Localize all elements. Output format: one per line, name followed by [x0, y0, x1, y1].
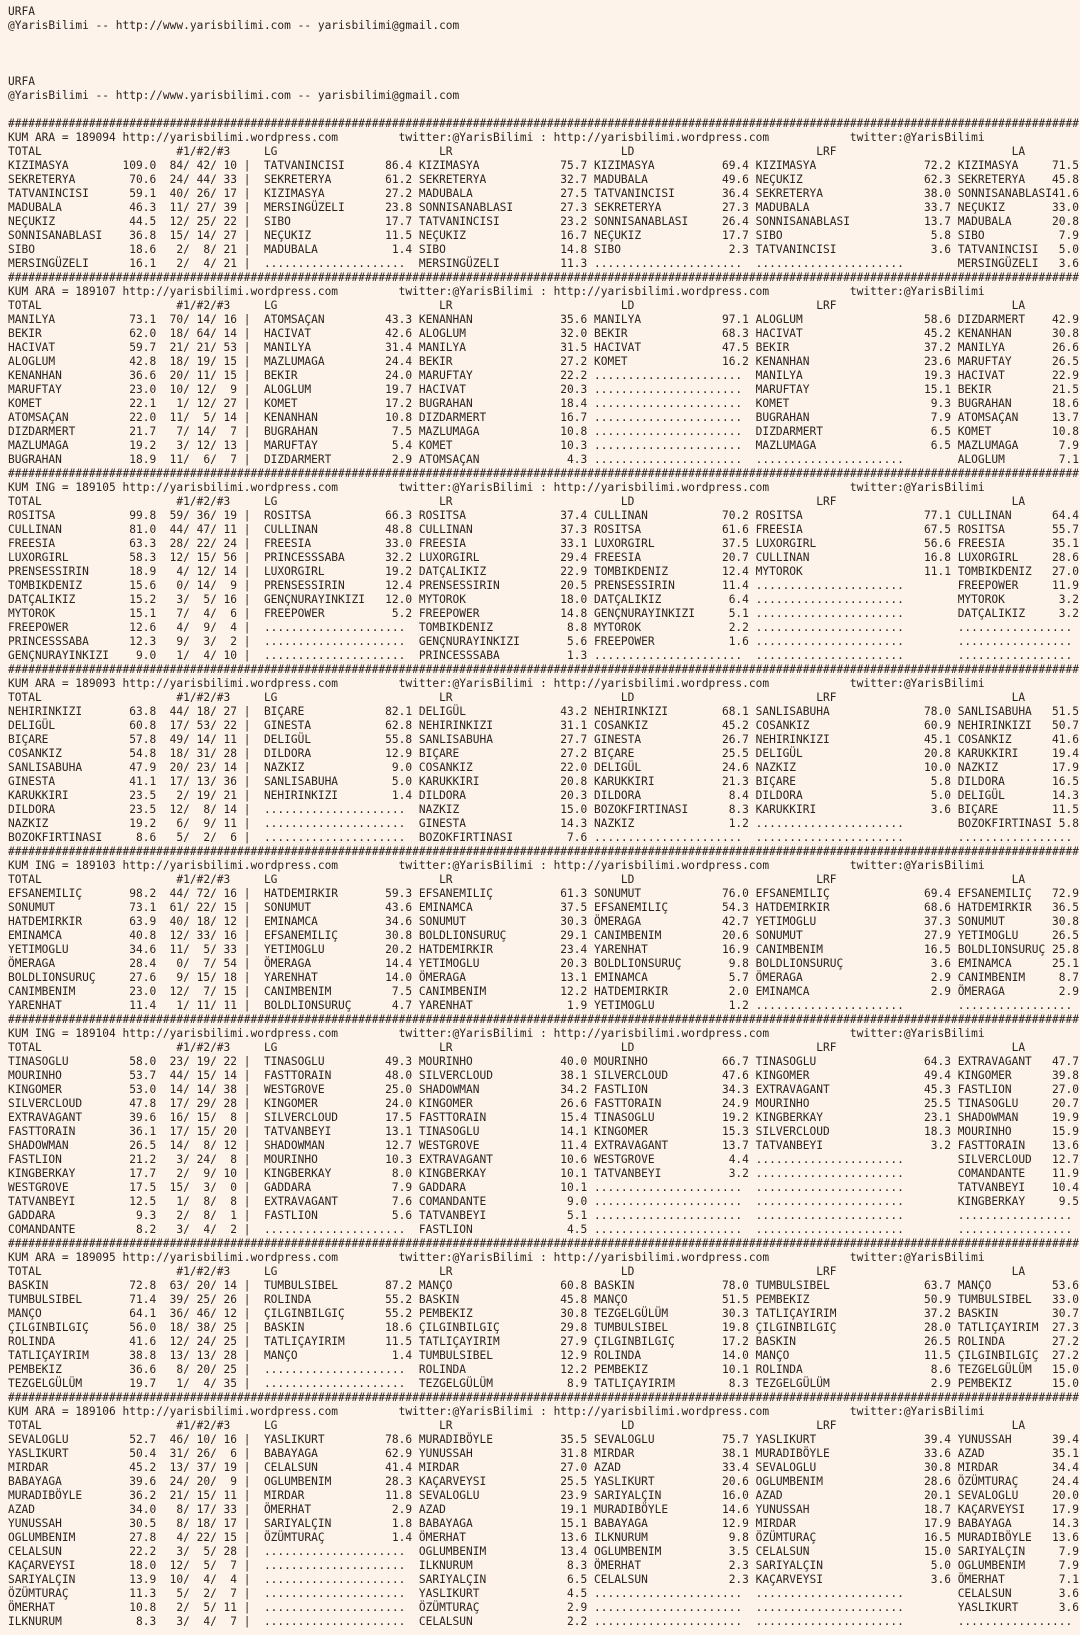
table-row: FREESIA 63.3 28/ 22/ 24 | FREESIA 33.0 FREESIA 33.1 LUXORGIRL 37.5 LUXORGIRL 56.6 FREESIA 35.1	[8, 537, 1079, 550]
table-row: PRENSESSIRIN 18.9 4/ 12/ 14 | LUXORGIRL 19.2 DATÇALIKIZ 22.9 TOMBIKDENIZ 12.4 MYTOROK 11.1 TOMBIKDENIZ 27.0	[8, 565, 1079, 578]
table-row: NEÇUKIZ 44.5 12/ 25/ 22 | SIBO 17.7 TATVANINCISI 23.2 SONNISANABLASI 26.4 SONNISANABLASI 13.7 MADUBALA 20.8	[8, 215, 1079, 228]
column-headers: TOTAL #1/#2/#3 LG LR LD LRF LA	[8, 1265, 1026, 1278]
table-row: MARUFTAY 23.0 10/ 12/ 9 | ALOGLUM 19.7 HACIVAT 20.3 ...................... MARUFTAY 15.1 BEKIR 21.5	[8, 383, 1079, 396]
blank-line	[8, 47, 1080, 61]
table-row: BEKIR 62.0 18/ 64/ 14 | HACIVAT 42.6 ALOGLUM 32.0 BEKIR 68.3 HACIVAT 45.2 KENANHAN 30.8	[8, 327, 1079, 340]
column-headers: TOTAL #1/#2/#3 LG LR LD LRF LA	[8, 873, 1026, 886]
race-section	[8, 1013, 1080, 1237]
table-row: MURADIBÖYLE 36.2 21/ 15/ 11 | MIRDAR 11.8 SEVALOGLU 23.9 SARIYALÇIN 16.0 AZAD 20.1 SEVALOGLU 20.0	[8, 1489, 1079, 1502]
table-row: BIÇARE 57.8 49/ 14/ 11 | DELIGÜL 55.8 SANLISABUHA 27.7 GINESTA 26.7 NEHIRINKIZI 45.1 COSANKIZ 41.6	[8, 733, 1079, 746]
table-row: FREEPOWER 12.6 4/ 9/ 4 | ..................... TOMBIKDENIZ 8.8 MYTOROK 2.2 ...................... .................	[8, 621, 1073, 634]
section-header: KUM ARA = 189094 http://yarisbilimi.wordpress.com twitter:@YarisBilimi : http://yarisbilimi.wordpress.com twitter:@YarisBilimi	[8, 131, 985, 144]
table-row: YETIMOGLU 34.6 11/ 5/ 33 | YETIMOGLU 20.2 HATDEMIRKIR 23.4 YARENHAT 16.9 CANIMBENIM 16.5 BOLDLIONSURUÇ 25.8	[8, 943, 1079, 956]
table-row: KARUKKIRI 23.5 2/ 19/ 21 | NEHIRINKIZI 1.4 DILDORA 20.3 DILDORA 8.4 DILDORA 5.0 DELIGÜL 14.3	[8, 789, 1079, 802]
table-row: ROLINDA 41.6 12/ 24/ 25 | TATLIÇAYIRIM 11.5 TATLIÇAYIRIM 27.9 ÇILGINBILGIÇ 17.2 BASKIN 26.5 ROLINDA 27.2	[8, 1335, 1079, 1348]
table-row: KAÇARVEYSI 18.0 12/ 5/ 7 | ..................... ILKNURUM 8.3 ÖMERHAT 2.3 SARIYALÇIN 5.0 OGLUMBENIM 7.9	[8, 1559, 1079, 1572]
table-row: TEZGELGÜLÜM 19.7 1/ 4/ 35 | ..................... TEZGELGÜLÜM 8.9 TATLIÇAYIRIM 8.3 TEZGELGÜLÜM 2.9 PEMBEKIZ 15.0	[8, 1377, 1079, 1390]
table-row: EMINAMCA 40.8 12/ 33/ 16 | EFSANEMILIÇ 30.8 BOLDLIONSURUÇ 29.1 CANIMBENIM 20.6 SONUMUT 27.9 YETIMOGLU 26.5	[8, 929, 1079, 942]
table-row: SIBO 18.6 2/ 8/ 21 | MADUBALA 1.4 SIBO 14.8 SIBO 2.3 TATVANINCISI 3.6 TATVANINCISI 5.0	[8, 243, 1079, 256]
table-row: TINASOGLU 58.0 23/ 19/ 22 | TINASOGLU 49.3 MOURINHO 40.0 MOURINHO 66.7 TINASOGLU 64.3 EXTRAVAGANT 47.7	[8, 1055, 1079, 1068]
section-header: KUM ING = 189104 http://yarisbilimi.wordpress.com twitter:@YarisBilimi : http://yarisbilimi.wordpress.com twitter:@YarisBilimi	[8, 1027, 985, 1040]
section-separator: ###############################################################################################################################################################	[8, 117, 1079, 130]
table-row: SEVALOGLU 52.7 46/ 10/ 16 | YASLIKURT 78.6 MURADIBÖYLE 35.5 SEVALOGLU 75.7 YASLIKURT 39.4 YUNUSSAH 39.4	[8, 1433, 1079, 1446]
table-row: SEKRETERYA 70.6 24/ 44/ 33 | SEKRETERYA 61.2 SEKRETERYA 32.7 MADUBALA 49.6 NEÇUKIZ 62.3 SEKRETERYA 45.8	[8, 173, 1079, 186]
table-row: GADDARA 9.3 2/ 8/ 1 | FASTLION 5.6 TATVANBEYI 5.1 ...................... ...................... .................	[8, 1209, 1073, 1222]
table-row: SHADOWMAN 26.5 14/ 8/ 12 | SHADOWMAN 12.7 WESTGROVE 11.4 EXTRAVAGANT 13.7 TATVANBEYI 3.2 FASTTORAIN 13.6	[8, 1139, 1079, 1152]
blank-line	[8, 61, 1080, 75]
table-row: AZAD 34.0 8/ 17/ 33 | ÖMERHAT 2.9 AZAD 19.1 MURADIBÖYLE 14.6 YUNUSSAH 18.7 KAÇARVEYSI 17.9	[8, 1503, 1079, 1516]
column-headers: TOTAL #1/#2/#3 LG LR LD LRF LA	[8, 1419, 1026, 1432]
table-row: FASTLION 21.2 3/ 24/ 8 | MOURINHO 10.3 EXTRAVAGANT 10.6 WESTGROVE 4.4 ...................... SILVERCLOUD 12.7	[8, 1153, 1079, 1166]
table-row: CANIMBENIM 23.0 12/ 7/ 15 | CANIMBENIM 7.5 CANIMBENIM 12.2 HATDEMIRKIR 2.0 EMINAMCA 2.9 ÖMERAGA 2.9	[8, 985, 1079, 998]
column-headers: TOTAL #1/#2/#3 LG LR LD LRF LA	[8, 299, 1026, 312]
table-row: MAZLUMAGA 19.2 3/ 12/ 13 | MARUFTAY 5.4 KOMET 10.3 ...................... MAZLUMAGA 6.5 MAZLUMAGA 7.9	[8, 439, 1079, 452]
table-row: ATOMSAÇAN 22.0 11/ 5/ 14 | KENANHAN 10.8 DIZDARMERT 16.7 ...................... BUGRAHAN 7.9 ATOMSAÇAN 13.7	[8, 411, 1079, 424]
table-row: DATÇALIKIZ 15.2 3/ 5/ 16 | GENÇNURAYINKIZI 12.0 MYTOROK 18.0 DATÇALIKIZ 6.4 ...................... MYTOROK 3.2	[8, 593, 1079, 606]
byline: @YarisBilimi -- http://www.yarisbilimi.com -- yarisbilimi@gmail.com	[8, 19, 460, 32]
table-row: PEMBEKIZ 36.6 8/ 20/ 25 | ..................... ROLINDA 12.2 PEMBEKIZ 10.1 ROLINDA 8.6 TEZGELGÜLÜM 15.0	[8, 1363, 1079, 1376]
table-row: ÇILGINBILGIÇ 56.0 18/ 38/ 25 | BASKIN 18.6 ÇILGINBILGIÇ 29.8 TUMBULSIBEL 19.8 ÇILGINBILGIÇ 28.0 TATLIÇAYIRIM 27.3	[8, 1321, 1079, 1334]
table-row: CELALSUN 22.2 3/ 5/ 28 | ..................... OGLUMBENIM 13.4 OGLUMBENIM 3.5 CELALSUN 15.0 SARIYALÇIN 7.9	[8, 1545, 1079, 1558]
table-row: MIRDAR 45.2 13/ 37/ 19 | CELALSUN 41.4 MIRDAR 27.0 AZAD 33.4 SEVALOGLU 30.8 MIRDAR 34.4	[8, 1461, 1079, 1474]
table-row: GINESTA 41.1 17/ 13/ 36 | SANLISABUHA 5.0 KARUKKIRI 20.8 KARUKKIRI 21.3 BIÇARE 5.8 DILDORA 16.5	[8, 775, 1079, 788]
section-separator: ###############################################################################################################################################################	[8, 845, 1079, 858]
table-row: ÖMERAGA 28.4 0/ 7/ 54 | ÖMERAGA 14.4 YETIMOGLU 20.3 BOLDLIONSURUÇ 9.8 BOLDLIONSURUÇ 3.6 EMINAMCA 25.1	[8, 957, 1079, 970]
column-headers: TOTAL #1/#2/#3 LG LR LD LRF LA	[8, 691, 1026, 704]
section-separator: ###############################################################################################################################################################	[8, 663, 1079, 676]
table-row: TUMBULSIBEL 71.4 39/ 25/ 26 | ROLINDA 55.2 BASKIN 45.8 MANÇO 51.5 PEMBEKIZ 50.9 TUMBULSIBEL 33.0	[8, 1293, 1079, 1306]
race-section	[8, 845, 1080, 1013]
race-section	[8, 663, 1080, 845]
table-row: OGLUMBENIM 27.8 4/ 22/ 15 | ÖZÜMTURAÇ 1.4 ÖMERHAT 13.6 ILKNURUM 9.8 ÖZÜMTURAÇ 16.5 MURADIBÖYLE 13.6	[8, 1531, 1079, 1544]
table-row: KOMET 22.1 1/ 12/ 27 | KOMET 17.2 BUGRAHAN 18.4 ...................... KOMET 9.3 BUGRAHAN 18.6	[8, 397, 1079, 410]
race-section	[8, 467, 1080, 663]
table-row: DELIGÜL 60.8 17/ 53/ 22 | GINESTA 62.8 NEHIRINKIZI 31.1 COSANKIZ 45.2 COSANKIZ 60.9 NEHIRINKIZI 50.7	[8, 719, 1079, 732]
column-headers: TOTAL #1/#2/#3 LG LR LD LRF LA	[8, 145, 1026, 158]
table-row: ÖMERHAT 10.8 2/ 5/ 11 | ..................... ÖZÜMTURAÇ 2.9 ...................... ...................... YASLIKURT 3.6	[8, 1601, 1079, 1614]
table-row: KINGBERKAY 17.7 2/ 9/ 10 | KINGBERKAY 8.0 KINGBERKAY 10.1 TATVANBEYI 3.2 ...................... COMANDANTE 11.9	[8, 1167, 1079, 1180]
table-row: MERSINGÜZELI 16.1 2/ 4/ 21 | ..................... MERSINGÜZELI 11.3 ...................... ...................... MERSINGÜZELI 3.6	[8, 257, 1079, 270]
table-row: MANILYA 73.1 70/ 14/ 16 | ATOMSAÇAN 43.3 KENANHAN 35.6 MANILYA 97.1 ALOGLUM 58.6 DIZDARMERT 42.9	[8, 313, 1079, 326]
table-row: KENANHAN 36.6 20/ 11/ 15 | BEKIR 24.0 MARUFTAY 22.2 ...................... MANILYA 19.3 HACIVAT 22.9	[8, 369, 1079, 382]
table-row: HATDEMIRKIR 63.9 40/ 18/ 12 | EMINAMCA 34.6 SONUMUT 30.3 ÖMERAGA 42.7 YETIMOGLU 37.3 SONUMUT 30.8	[8, 915, 1079, 928]
table-row: ILKNURUM 8.3 3/ 4/ 7 | ..................... CELALSUN 2.2 ...................... ...................... .................	[8, 1615, 1073, 1628]
table-row: YUNUSSAH 30.5 8/ 18/ 17 | SARIYALÇIN 1.8 BABAYAGA 15.1 BABAYAGA 12.9 MIRDAR 17.9 BABAYAGA 14.3	[8, 1517, 1079, 1530]
table-row: TATVANINCISI 59.1 40/ 26/ 17 | KIZIMASYA 27.2 MADUBALA 27.5 TATVANINCISI 36.4 SEKRETERYA 38.0 SONNISANABLASI41.6	[8, 187, 1079, 200]
blank-line	[8, 103, 1080, 117]
section-header: KUM ARA = 189093 http://yarisbilimi.wordpress.com twitter:@YarisBilimi : http://yarisbilimi.wordpress.com twitter:@YarisBilimi	[8, 677, 985, 690]
table-row: PRINCESSSABA 12.3 9/ 3/ 2 | ..................... GENÇNURAYINKIZI 5.6 FREEPOWER 1.6 ...................... .................	[8, 635, 1073, 648]
table-row: MADUBALA 46.3 11/ 27/ 39 | MERSINGÜZELI 23.8 SONNISANABLASI 27.3 SEKRETERYA 27.3 MADUBALA 33.7 NEÇUKIZ 33.0	[8, 201, 1079, 214]
location-title: URFA	[8, 5, 35, 18]
column-headers: TOTAL #1/#2/#3 LG LR LD LRF LA	[8, 1041, 1026, 1054]
location-title-repeat: URFA	[8, 75, 35, 88]
section-separator: ###############################################################################################################################################################	[8, 1237, 1079, 1250]
section-separator: ###############################################################################################################################################################	[8, 1391, 1079, 1404]
table-row: BUGRAHAN 18.9 11/ 6/ 7 | DIZDARMERT 2.9 ATOMSAÇAN 4.3 ...................... ...................... ALOGLUM 7.1	[8, 453, 1079, 466]
table-row: WESTGROVE 17.5 15/ 3/ 0 | GADDARA 7.9 GADDARA 10.1 ...................... ...................... TATVANBEYI 10.4	[8, 1181, 1079, 1194]
table-row: BABAYAGA 39.6 24/ 20/ 9 | OGLUMBENIM 28.3 KAÇARVEYSI 25.5 YASLIKURT 20.6 OGLUMBENIM 28.6 ÖZÜMTURAÇ 24.4	[8, 1475, 1079, 1488]
table-row: EXTRAVAGANT 39.6 16/ 15/ 8 | SILVERCLOUD 17.5 FASTTORAIN 15.4 TINASOGLU 19.2 KINGBERKAY 23.1 SHADOWMAN 19.9	[8, 1111, 1079, 1124]
table-row: NAZKIZ 19.2 6/ 9/ 11 | ..................... GINESTA 14.3 NAZKIZ 1.2 ...................... BOZOKFIRTINASI 5.8	[8, 817, 1079, 830]
table-row: CULLINAN 81.0 44/ 47/ 11 | CULLINAN 48.8 CULLINAN 37.3 ROSITSA 61.6 FREESIA 67.5 ROSITSA 55.7	[8, 523, 1079, 536]
race-section	[8, 1237, 1080, 1391]
table-row: TATLIÇAYIRIM 38.8 13/ 13/ 28 | MANÇO 1.4 TUMBULSIBEL 12.9 ROLINDA 14.0 MANÇO 11.5 ÇILGINBILGIÇ 27.2	[8, 1349, 1079, 1362]
section-header: KUM ARA = 189095 http://yarisbilimi.wordpress.com twitter:@YarisBilimi : http://yarisbilimi.wordpress.com twitter:@YarisBilimi	[8, 1251, 985, 1264]
table-row: SONUMUT 73.1 61/ 22/ 15 | SONUMUT 43.6 EMINAMCA 37.5 EFSANEMILIÇ 54.3 HATDEMIRKIR 68.6 HATDEMIRKIR 36.5	[8, 901, 1079, 914]
blank-line	[8, 33, 1080, 47]
table-row: YASLIKURT 50.4 31/ 26/ 6 | BABAYAGA 62.9 YUNUSSAH 31.8 MIRDAR 38.1 MURADIBÖYLE 33.6 AZAD 35.1	[8, 1447, 1079, 1460]
table-row: HACIVAT 59.7 21/ 21/ 53 | MANILYA 31.4 MANILYA 31.5 HACIVAT 47.5 BEKIR 37.2 MANILYA 26.6	[8, 341, 1079, 354]
table-row: ÖZÜMTURAÇ 11.3 5/ 2/ 7 | ..................... YASLIKURT 4.5 ...................... ...................... CELALSUN 3.6	[8, 1587, 1079, 1600]
section-header: KUM ING = 189105 http://yarisbilimi.wordpress.com twitter:@YarisBilimi : http://yarisbilimi.wordpress.com twitter:@YarisBilimi	[8, 481, 985, 494]
table-row: GENÇNURAYINKIZI 9.0 1/ 4/ 10 | ..................... PRINCESSSABA 1.3 ...................... ...................... .................	[8, 649, 1073, 662]
table-row: SILVERCLOUD 47.8 17/ 29/ 28 | KINGOMER 24.0 KINGOMER 26.6 FASTTORAIN 24.9 MOURINHO 25.5 TINASOGLU 20.7	[8, 1097, 1079, 1110]
table-row: DIZDARMERT 21.7 7/ 14/ 7 | BUGRAHAN 7.5 MAZLUMAGA 10.8 ...................... DIZDARMERT 6.5 KOMET 10.8	[8, 425, 1079, 438]
table-row: SARIYALÇIN 13.9 10/ 4/ 4 | ..................... SARIYALÇIN 6.5 CELALSUN 2.3 KAÇARVEYSI 3.6 ÖMERHAT 7.1	[8, 1573, 1079, 1586]
table-row: SONNISANABLASI 36.8 15/ 14/ 27 | NEÇUKIZ 11.5 NEÇUKIZ 16.7 NEÇUKIZ 17.7 SIBO 5.8 SIBO 7.9	[8, 229, 1079, 242]
table-row: COMANDANTE 8.2 3/ 4/ 2 | ..................... FASTLION 4.5 ...................... ...................... .................	[8, 1223, 1073, 1236]
table-row: KIZIMASYA 109.0 84/ 42/ 10 | TATVANINCISI 86.4 KIZIMASYA 75.7 KIZIMASYA 69.4 KIZIMASYA 72.2 KIZIMASYA 71.5	[8, 159, 1079, 172]
race-section	[8, 271, 1080, 467]
table-row: DILDORA 23.5 12/ 8/ 14 | ..................... NAZKIZ 15.0 BOZOKFIRTINASI 8.3 KARUKKIRI 3.6 BIÇARE 11.5	[8, 803, 1079, 816]
race-section	[8, 1391, 1080, 1629]
table-row: BOLDLIONSURUÇ 27.6 9/ 15/ 18 | YARENHAT 14.0 ÖMERAGA 13.1 EMINAMCA 5.7 ÖMERAGA 2.9 CANIMBENIM 8.7	[8, 971, 1079, 984]
table-row: NEHIRINKIZI 63.8 44/ 18/ 27 | BIÇARE 82.1 DELIGÜL 43.2 NEHIRINKIZI 68.1 SANLISABUHA 78.0 SANLISABUHA 51.5	[8, 705, 1079, 718]
table-row: EFSANEMILIÇ 98.2 44/ 72/ 16 | HATDEMIRKIR 59.3 EFSANEMILIÇ 61.3 SONUMUT 76.0 EFSANEMILIÇ 69.4 EFSANEMILIÇ 72.9	[8, 887, 1079, 900]
table-row: MANÇO 64.1 36/ 46/ 12 | ÇILGINBILGIÇ 55.2 PEMBEKIZ 30.8 TEZGELGÜLÜM 30.3 TATLIÇAYIRIM 37.2 BASKIN 30.7	[8, 1307, 1079, 1320]
table-row: SANLISABUHA 47.9 20/ 23/ 14 | NAZKIZ 9.0 COSANKIZ 22.0 DELIGÜL 24.6 NAZKIZ 10.0 NAZKIZ 17.9	[8, 761, 1079, 774]
table-row: COSANKIZ 54.8 18/ 31/ 28 | DILDORA 12.9 BIÇARE 27.2 BIÇARE 25.5 DELIGÜL 20.8 KARUKKIRI 19.4	[8, 747, 1079, 760]
table-row: BASKIN 72.8 63/ 20/ 14 | TUMBULSIBEL 87.2 MANÇO 60.8 BASKIN 78.0 TUMBULSIBEL 63.7 MANÇO 53.6	[8, 1279, 1079, 1292]
table-row: TATVANBEYI 12.5 1/ 8/ 8 | EXTRAVAGANT 7.6 COMANDANTE 9.0 ...................... ...................... KINGBERKAY 9.5	[8, 1195, 1079, 1208]
table-row: MYTOROK 15.1 7/ 4/ 6 | FREEPOWER 5.2 FREEPOWER 14.8 GENÇNURAYINKIZI 5.1 ...................... DATÇALIKIZ 3.2	[8, 607, 1079, 620]
table-row: ROSITSA 99.8 59/ 36/ 19 | ROSITSA 66.3 ROSITSA 37.4 CULLINAN 70.2 ROSITSA 77.1 CULLINAN 64.4	[8, 509, 1079, 522]
table-row: LUXORGIRL 58.3 12/ 15/ 56 | PRINCESSSABA 32.2 LUXORGIRL 29.4 FREESIA 20.7 CULLINAN 16.8 LUXORGIRL 28.6	[8, 551, 1079, 564]
section-separator: ###############################################################################################################################################################	[8, 271, 1079, 284]
byline-repeat: @YarisBilimi -- http://www.yarisbilimi.com -- yarisbilimi@gmail.com	[8, 89, 460, 102]
table-row: KINGOMER 53.0 14/ 14/ 38 | WESTGROVE 25.0 SHADOWMAN 34.2 FASTLION 34.3 EXTRAVAGANT 45.3 FASTLION 27.0	[8, 1083, 1079, 1096]
section-header: KUM ING = 189103 http://yarisbilimi.wordpress.com twitter:@YarisBilimi : http://yarisbilimi.wordpress.com twitter:@YarisBilimi	[8, 859, 985, 872]
table-row: MOURINHO 53.7 44/ 15/ 14 | FASTTORAIN 48.0 SILVERCLOUD 38.1 SILVERCLOUD 47.6 KINGOMER 49.4 KINGOMER 39.8	[8, 1069, 1079, 1082]
race-section	[8, 117, 1080, 271]
section-separator: ###############################################################################################################################################################	[8, 1013, 1079, 1026]
table-row: TOMBIKDENIZ 15.6 0/ 14/ 9 | PRENSESSIRIN 12.4 PRENSESSIRIN 20.5 PRENSESSIRIN 11.4 ...................... FREEPOWER 11.9	[8, 579, 1079, 592]
section-header: KUM ARA = 189106 http://yarisbilimi.wordpress.com twitter:@YarisBilimi : http://yarisbilimi.wordpress.com twitter:@YarisBilimi	[8, 1405, 985, 1418]
table-row: BOZOKFIRTINASI 8.6 5/ 2/ 6 | ..................... BOZOKFIRTINASI 7.6 ...................... ...................... .................	[8, 831, 1073, 844]
section-header: KUM ARA = 189107 http://yarisbilimi.wordpress.com twitter:@YarisBilimi : http://yarisbilimi.wordpress.com twitter:@YarisBilimi	[8, 285, 985, 298]
column-headers: TOTAL #1/#2/#3 LG LR LD LRF LA	[8, 495, 1026, 508]
section-separator: ###############################################################################################################################################################	[8, 467, 1079, 480]
sections-container	[8, 117, 1080, 1629]
table-row: YARENHAT 11.4 1/ 11/ 11 | BOLDLIONSURUÇ 4.7 YARENHAT 1.9 YETIMOGLU 1.2 ...................... .................	[8, 999, 1073, 1012]
table-row: FASTTORAIN 36.1 17/ 15/ 20 | TATVANBEYI 13.1 TINASOGLU 14.1 KINGOMER 15.3 SILVERCLOUD 18.3 MOURINHO 15.9	[8, 1125, 1079, 1138]
table-row: ALOGLUM 42.8 18/ 19/ 15 | MAZLUMAGA 24.4 BEKIR 27.2 KOMET 16.2 KENANHAN 23.6 MARUFTAY 26.5	[8, 355, 1079, 368]
